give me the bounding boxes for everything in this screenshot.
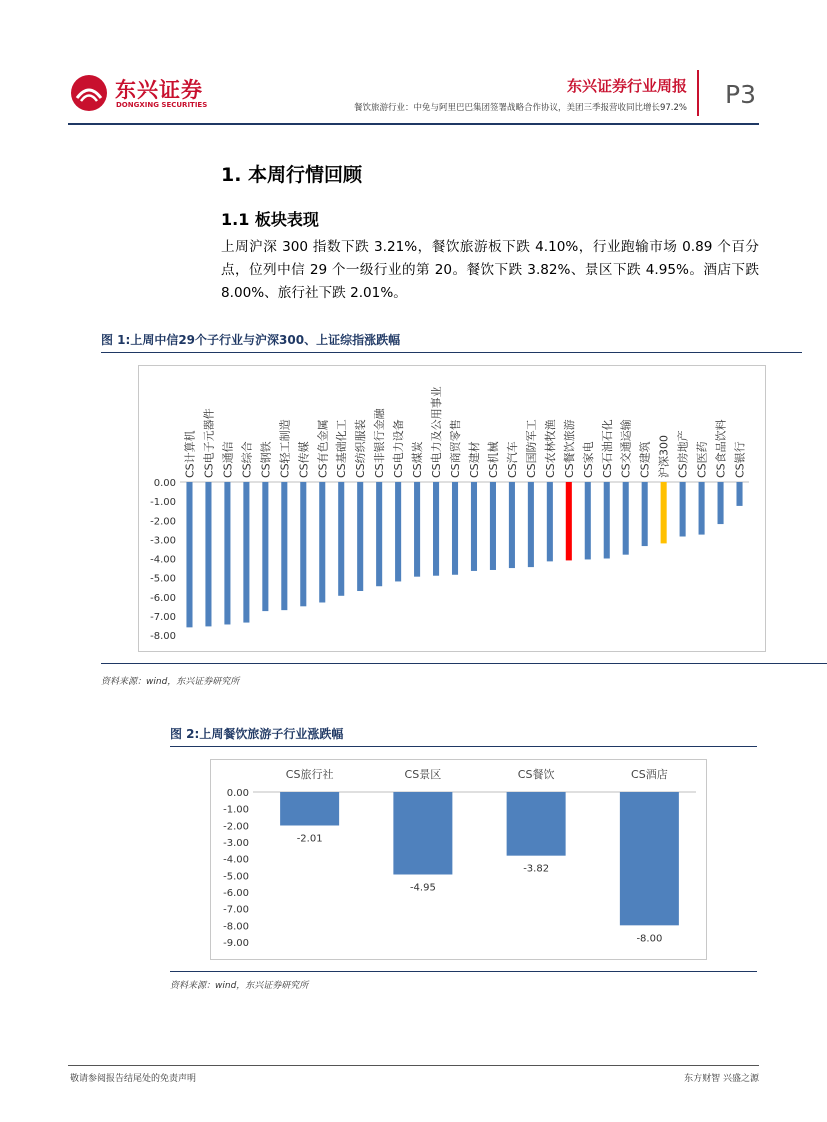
category-label: CS电力及公用事业 [430, 386, 444, 478]
category-label: CS酒店 [631, 768, 668, 781]
bar [680, 482, 686, 537]
bar [395, 482, 401, 581]
footer-slogan: 东方财智 兴盛之源 [684, 1074, 759, 1084]
header-divider [697, 70, 699, 116]
y-tick-label: 0.00 [226, 788, 249, 799]
y-tick-label: -5.00 [150, 573, 176, 585]
data-label: -4.95 [409, 882, 436, 894]
figure1-bottom-rule [101, 663, 827, 664]
figure1-title: 图 1:上周中信29个子行业与沪深300、上证综指涨跌幅 [101, 333, 401, 347]
y-tick-label: -7.00 [150, 611, 176, 623]
bar [507, 792, 566, 856]
y-tick-label: -6.00 [150, 592, 176, 604]
bar [452, 482, 458, 575]
footer-disclaimer: 敬请参阅报告结尾处的免责声明 [70, 1074, 197, 1084]
category-label: CS国防军工 [524, 419, 538, 478]
category-label: CS农林牧渔 [543, 419, 557, 478]
category-label: CS旅行社 [285, 768, 334, 781]
bar [718, 482, 724, 524]
bar [604, 482, 610, 559]
bar [414, 482, 420, 577]
bar [471, 482, 477, 571]
y-tick-label: -3.00 [223, 838, 249, 849]
bar [490, 482, 496, 570]
bar [547, 482, 553, 561]
category-label: CS石油石化 [600, 419, 614, 478]
category-label: CS钢铁 [259, 441, 273, 478]
bar [262, 482, 268, 611]
bar [224, 482, 230, 624]
report-title: 东兴证券行业周报 [566, 77, 687, 95]
bar [566, 482, 572, 560]
logo-mark-icon [70, 74, 108, 112]
category-label: CS家电 [581, 441, 595, 478]
bar [243, 482, 249, 623]
bar [433, 482, 439, 576]
bar [623, 482, 629, 555]
bar [376, 482, 382, 586]
category-label: CS交通运输 [619, 419, 633, 478]
category-label: CS综合 [240, 441, 254, 478]
y-tick-label: -4.00 [150, 554, 176, 566]
category-label: CS景区 [404, 768, 442, 781]
y-tick-label: -3.00 [150, 535, 176, 547]
category-label: CS非银行金融 [373, 408, 387, 478]
y-tick-label: -2.00 [223, 821, 249, 833]
y-tick-label: -1.00 [223, 804, 249, 816]
figure2-title: 图 2:上周餐饮旅游子行业涨跌幅 [170, 727, 344, 741]
category-label: CS餐饮 [517, 768, 555, 781]
category-label: CS基础化工 [335, 419, 349, 478]
data-label: -3.82 [523, 863, 550, 875]
category-label: CS计算机 [183, 430, 197, 478]
bar [338, 482, 344, 596]
footer-rule [68, 1065, 759, 1066]
bar [281, 482, 287, 610]
y-tick-label: 0.00 [153, 478, 176, 489]
header-rule [68, 123, 759, 125]
bar [393, 792, 452, 875]
page-number: P3 [725, 80, 756, 109]
body-paragraph: 上周沪深 300 指数下跌 3.21%，餐饮旅游板下跌 4.10%，行业跑输市场 0.89 个百分点，位列中信 29 个一级行业的第 20。餐饮下跌 3.82%、景区下跌 4.95%。酒店下跌 8.00%、旅行社下跌 2.01%。 [221, 239, 759, 301]
category-label: CS传媒 [297, 441, 311, 478]
bar [736, 482, 742, 506]
section-heading: 1. 本周行情回顾 [221, 164, 363, 186]
data-label: -2.01 [296, 833, 323, 845]
data-label: -8.00 [636, 933, 663, 945]
figure2-source: 资料来源：wind，东兴证券研究所 [170, 981, 309, 991]
category-label: CS医药 [695, 441, 709, 478]
figure1-rule [101, 352, 802, 353]
figure1-chart [139, 366, 765, 651]
category-label: 沪深300 [657, 435, 671, 478]
category-label: CS房地产 [676, 430, 690, 478]
y-tick-label: -4.00 [223, 854, 249, 866]
y-tick-label: -8.00 [150, 631, 176, 642]
category-label: CS轻工制造 [278, 419, 292, 478]
bar [642, 482, 648, 546]
category-label: CS汽车 [505, 441, 519, 478]
category-label: CS食品饮料 [714, 419, 728, 478]
category-label: CS电力设备 [392, 419, 406, 478]
category-label: CS建筑 [638, 441, 652, 478]
figure1-source: 资料来源：wind，东兴证券研究所 [101, 677, 240, 687]
category-label: CS有色金属 [316, 419, 330, 478]
figure2-rule [170, 746, 757, 747]
category-label: CS商贸零售 [449, 419, 463, 478]
y-tick-label: -1.00 [150, 497, 176, 509]
category-label: CS机械 [486, 441, 500, 478]
category-label: CS纺织服装 [354, 419, 368, 478]
logo-english: DONGXING SECURITIES [116, 101, 208, 109]
bar [620, 792, 679, 925]
y-tick-label: -8.00 [223, 921, 249, 933]
bar [280, 792, 339, 826]
bar [357, 482, 363, 591]
category-label: CS电子元器件 [202, 408, 216, 478]
y-tick-label: -6.00 [223, 888, 249, 899]
bar [509, 482, 515, 568]
bar [699, 482, 705, 535]
category-label: CS煤炭 [411, 441, 425, 478]
report-subtitle: 餐饮旅游行业：中免与阿里巴巴集团签署战略合作协议，美团三季报营收同比增长97.2% [353, 103, 687, 113]
y-tick-label: -9.00 [223, 938, 249, 949]
bar [186, 482, 192, 627]
subsection-heading: 1.1 板块表现 [221, 210, 319, 229]
bar [300, 482, 306, 606]
category-label: CS通信 [221, 441, 235, 478]
y-tick-label: -2.00 [150, 516, 176, 528]
bar [319, 482, 325, 602]
category-label: CS餐饮旅游 [562, 419, 576, 478]
bar [661, 482, 667, 543]
logo-text: 东兴证券 [115, 78, 203, 102]
category-label: CS建材 [467, 441, 481, 478]
category-label: CS银行 [733, 441, 747, 478]
figure2-chart [211, 760, 706, 959]
y-tick-label: -7.00 [223, 904, 249, 916]
figure2-bottom-rule [170, 971, 757, 972]
figure1-chart-frame [138, 365, 766, 652]
y-tick-label: -5.00 [223, 871, 249, 883]
bar [528, 482, 534, 567]
bar [205, 482, 211, 626]
figure2-chart-frame [210, 759, 707, 960]
bar [585, 482, 591, 559]
